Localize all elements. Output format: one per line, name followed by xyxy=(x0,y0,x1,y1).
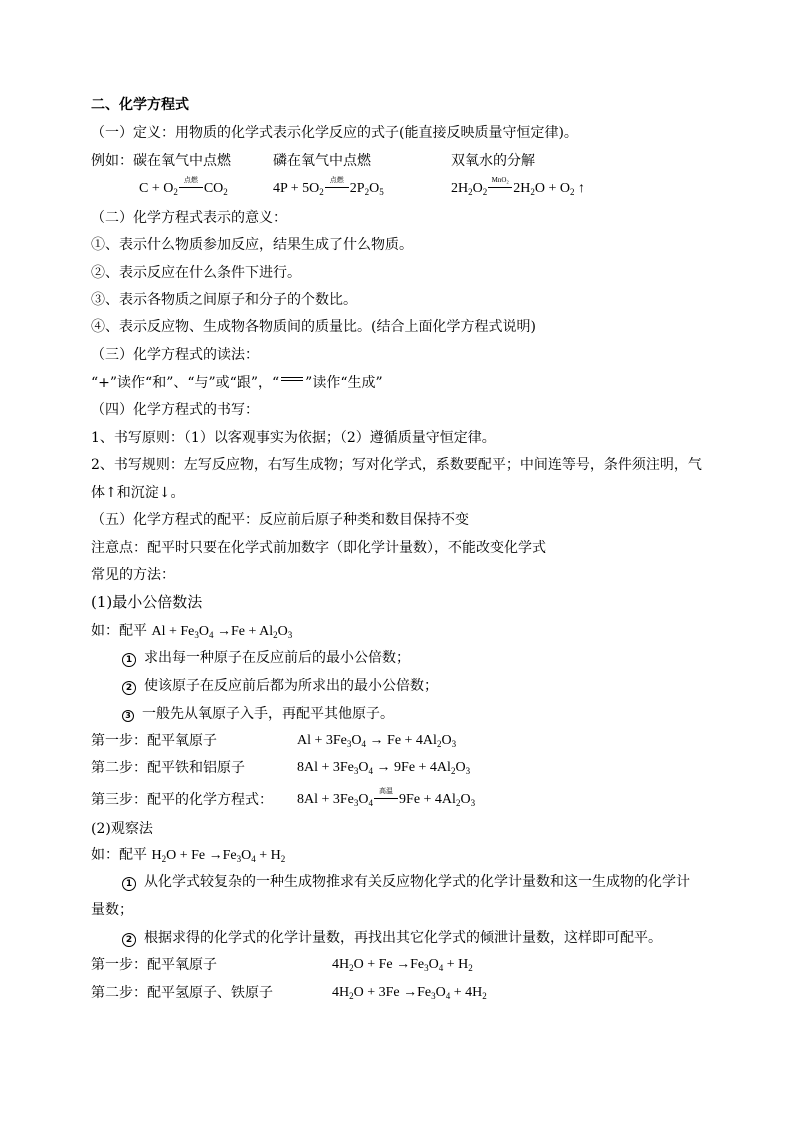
meaning-item: ①、表示什么物质参加反应，结果生成了什么物质。 xyxy=(91,237,413,253)
definition: （一）定义：用物质的化学式表示化学反应的式子(能直接反映质量守恒定律)。 xyxy=(91,125,578,141)
balancing-heading: （五）化学方程式的配平：反应前后原子种类和数目保持不变 xyxy=(91,512,469,528)
meaning-heading: （二）化学方程式表示的意义： xyxy=(91,210,287,226)
method2-step xyxy=(122,873,690,891)
method2-step-cont: 量数； xyxy=(91,902,133,918)
method2-title: (2)观察法 xyxy=(91,821,153,837)
examples-prefix: 例如： xyxy=(91,153,133,169)
method1-title: (1)最小公倍数法 xyxy=(91,593,203,611)
stage-label: 第二步：配平铁和铝原子 xyxy=(91,760,245,776)
method1-step-text: 使该原子在反应前后都为所求出的最小公倍数； xyxy=(144,678,438,694)
example-phosphorus: 磷在氧气中点燃 xyxy=(273,153,371,169)
example-peroxide: 双氧水的分解 xyxy=(451,153,535,169)
condition-mno2: MnO₂ xyxy=(491,176,509,184)
circled-number-2: 2 xyxy=(122,681,136,695)
meaning-item: ④、表示反应物、生成物各物质间的质量比。(结合上面化学方程式说明) xyxy=(91,319,536,335)
method1-step xyxy=(122,649,410,667)
method2-step-text: 从化学式较复杂的一种生成物推求有关反应物化学式的化学计量数和这一生成物的化学计 xyxy=(144,874,690,890)
circled-number-1: 1 xyxy=(122,653,136,667)
method1-step-text: 一般先从氧原子入手，再配平其他原子。 xyxy=(142,706,394,722)
circled-number-3: 3 xyxy=(122,710,134,722)
condition-ignite-2: 点燃 xyxy=(329,176,344,184)
stage-label: 第一步：配平氧原子 xyxy=(91,733,217,749)
section-title: 二、化学方程式 xyxy=(91,97,189,113)
method2-stage-2: 第二步：配平氢原子、铁原子 $4H_2O + 3Fe \to Fe_3O_4 + 4H_2$ xyxy=(91,985,487,1001)
circled-number-1: 1 xyxy=(122,877,136,891)
note: 注意点：配平时只要在化学式前加数字（即化学计量数），不能改变化学式 xyxy=(91,540,546,556)
stage-label: 第一步：配平氧原子 xyxy=(91,957,217,973)
reading-rule-part2: ”读作“生成” xyxy=(305,375,383,391)
method2-step-text: 根据求得的化学式的化学计量数，再找出其它化学式的倾泄计量数，这样即可配平。 xyxy=(144,930,662,946)
method2-example-prefix: 如：配平 xyxy=(91,847,152,863)
method1-example: 如：配平 $Al + Fe_3O_4 \to Fe + Al_2O_3$ xyxy=(91,623,293,640)
method1-example-prefix: 如：配平 xyxy=(91,623,152,639)
equation-carbon: $C + O_2$ 点燃 $CO_2$ xyxy=(139,176,228,197)
method1-step xyxy=(122,705,394,723)
meaning-item: ③、表示各物质之间原子和分子的个数比。 xyxy=(91,292,357,308)
writing-rule: 2、书写规则：左写反应物，右写生成物；写对化学式，系数要配平；中间连等号，条件须注明，气 xyxy=(91,457,702,473)
method1-stage-3: 第三步：配平的化学方程式： $8Al + 3Fe_3O_4$ 高温 $9Fe + 4Al_2O_3$ xyxy=(91,787,476,808)
example-carbon: 碳在氧气中点燃 xyxy=(133,153,231,169)
equal-sign-symbol xyxy=(279,375,305,385)
method1-stage-2: 第二步：配平铁和铝原子 $8Al + 3Fe_3O_4 \to 9Fe + 4Al_2O_3$ xyxy=(91,760,471,776)
methods-label: 常见的方法： xyxy=(91,567,175,583)
stage-label: 第二步：配平氢原子、铁原子 xyxy=(91,985,273,1001)
condition-high-temp: 高温 xyxy=(379,787,394,795)
method1-step-text: 求出每一种原子在反应前后的最小公倍数； xyxy=(144,650,410,666)
method1-stage-1: 第一步：配平氧原子 $Al + 3Fe_3O_4 \to Fe + 4Al_2O_3$ xyxy=(91,733,457,749)
equation-peroxide: $2H_2O_2$ MnO₂ $2H_2O + O_2$ ↑ xyxy=(451,176,585,197)
writing-rule-cont: 体↑和沉淀↓。 xyxy=(91,485,185,501)
writing-heading: （四）化学方程式的书写： xyxy=(91,402,259,418)
meaning-item: ②、表示反应在什么条件下进行。 xyxy=(91,265,301,281)
reading-rule-part1: “+”读作“和”、“与”或“跟”，“ xyxy=(91,375,280,391)
circled-number-2: 2 xyxy=(122,933,136,947)
method2-example: 如：配平 $H_2O + Fe \to Fe_3O_4 + H_2$ xyxy=(91,847,286,864)
reading-rule xyxy=(91,374,383,392)
method2-stage-1: 第一步：配平氧原子 $4H_2O + Fe \to Fe_3O_4 + H_2$ xyxy=(91,957,473,973)
equation-phosphorus: $4P + 5O_2$ 点燃 $2P_2O_5$ xyxy=(273,176,384,197)
examples-row xyxy=(91,152,711,170)
stage-label: 第三步：配平的化学方程式： xyxy=(91,792,273,808)
condition-ignite-1: 点燃 xyxy=(183,176,198,184)
method1-step xyxy=(122,677,438,695)
method2-step xyxy=(122,929,662,947)
reading-heading: （三）化学方程式的读法： xyxy=(91,347,259,363)
writing-principle: 1、书写原则：（1）以客观事实为依据；（2）遵循质量守恒定律。 xyxy=(91,430,496,446)
